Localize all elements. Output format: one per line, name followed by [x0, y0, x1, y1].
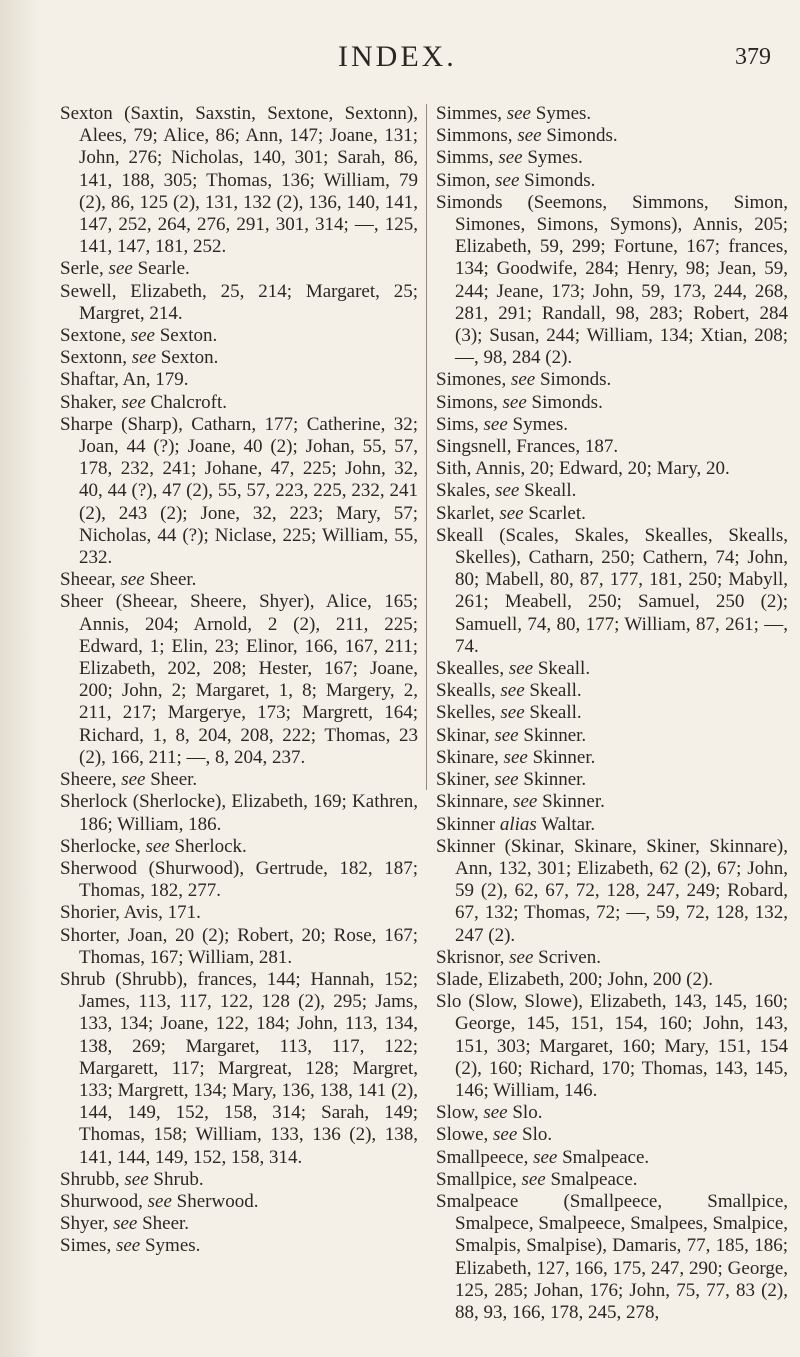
index-entry — [436, 525, 788, 658]
entry-heading: Sextonn, — [60, 347, 128, 369]
entry-heading: Smallpice, — [436, 1168, 517, 1190]
index-entry — [60, 347, 418, 369]
cross-reference-target: Skinner. — [523, 769, 587, 791]
page-header — [0, 40, 800, 80]
entry-heading: Skiner, — [436, 769, 490, 791]
index-entry — [436, 414, 788, 436]
cross-reference-target: Smalpeace. — [562, 1146, 650, 1168]
cross-reference-target: Searle. — [137, 258, 190, 280]
cross-reference-target: Simonds. — [546, 125, 618, 147]
cross-reference-target: Smalpeace. — [550, 1168, 638, 1190]
entry-heading: Skinnare, — [436, 791, 509, 813]
entry-heading: Simmes, — [436, 103, 502, 124]
cross-reference-target: Skinner. — [542, 791, 605, 813]
cross-reference-keyword: see — [147, 1190, 172, 1212]
cross-reference-target: Skeall. — [529, 702, 582, 724]
entry-heading: Slo (Slow, Slowe), Elizabeth, 143, 145, 160; George, 145, 151, 154, 160; John, 143, 151, 303; Margaret, 160; Mary, 151, 154 (2), 160; Richard, 170; Thomas, 143, 145, 146; William, 146. — [436, 991, 788, 1101]
index-entry — [436, 1102, 788, 1124]
index-entry — [60, 1169, 418, 1191]
entry-heading: Simonds (Seemons, Simmons, Simon, Simones, Simons, Symons), Annis, 205; Elizabeth, 59, 299; Fortune, 167; frances, 134; Goodwife, 284; Henry, 98; Jean, 59, 244; Jeane, 173; John, 59, 173, 244, 268, 281, 291; Randall, 98, 283; Robert, 284 (3); Susan, 244; William, 134; Xtian, 208; —, 98, 284 (2). — [436, 191, 788, 369]
entry-heading: Sheear, — [60, 569, 116, 591]
index-entry — [436, 458, 788, 480]
entry-heading: Skinare, — [436, 746, 499, 768]
cross-reference-keyword: see — [124, 1168, 149, 1190]
cross-reference-target: Chalcroft. — [150, 391, 228, 413]
entry-heading: Slowe, — [436, 1124, 489, 1146]
entry-heading: Skealles, — [436, 658, 505, 680]
index-entry — [60, 392, 418, 414]
index-entry — [436, 836, 788, 947]
cross-reference-target: Symes. — [144, 1235, 201, 1257]
index-entry — [436, 125, 788, 147]
index-entry — [60, 1191, 418, 1213]
entry-heading: Shaftar, An, 179. — [60, 369, 189, 391]
cross-reference-keyword: see — [113, 1213, 138, 1235]
entry-heading: Slade, Elizabeth, 200; John, 200 (2). — [436, 968, 714, 990]
entry-heading: Sherlock (Sherlocke), Elizabeth, 169; Kathren, 186; William, 186. — [60, 791, 418, 835]
index-entry — [436, 791, 788, 813]
index-entry — [60, 281, 418, 325]
entry-heading: Serle, — [60, 258, 104, 280]
entry-heading: Skinner (Skinar, Skinare, Skiner, Skinnare), Ann, 132, 301; Elizabeth, 62 (2), 67; John, 59 (2), 62, 67, 72, 128, 247, 249; Robard, 67, 132; Thomas, 72; —, 59, 72, 128, 132, 247 (2). — [436, 835, 788, 946]
entry-heading: Shorier, Avis, 171. — [60, 902, 201, 924]
index-entry — [436, 392, 788, 414]
cross-reference-keyword: see — [483, 1102, 508, 1124]
index-entry — [436, 480, 788, 502]
cross-reference-target: Skinner. — [523, 724, 587, 746]
cross-reference-keyword: see — [500, 702, 525, 724]
index-entry — [436, 947, 788, 969]
right-index-column — [436, 103, 788, 1324]
cross-reference-keyword: see — [495, 480, 520, 502]
cross-reference-keyword: see — [108, 258, 133, 280]
entry-heading: Simes, — [60, 1235, 112, 1257]
index-entry — [436, 170, 788, 192]
index-entry — [436, 680, 788, 702]
index-entry — [60, 969, 418, 1169]
index-entry — [436, 1191, 788, 1324]
cross-reference-keyword: see — [145, 835, 170, 857]
cross-reference-target: Shrub. — [153, 1168, 204, 1190]
entry-heading: Shrubb, — [60, 1168, 120, 1190]
entry-heading: Sextone, — [60, 325, 126, 347]
index-entry — [436, 369, 788, 391]
cross-reference-keyword: see — [517, 125, 542, 147]
cross-reference-keyword: see — [513, 791, 538, 813]
cross-reference-target: Simonds. — [524, 169, 596, 191]
index-entry — [436, 991, 788, 1102]
cross-reference-keyword: see — [509, 946, 534, 968]
entry-heading: Sherwood (Shurwood), Gertrude, 182, 187; Thomas, 182, 277. — [60, 857, 418, 902]
cross-reference-target: Sheer. — [142, 1213, 190, 1235]
entry-heading: Sherlocke, — [60, 835, 141, 857]
entry-heading: Shrub (Shrubb), frances, 144; Hannah, 152; James, 113, 117, 122, 128 (2), 295; Jams, 133, 134; Joane, 122, 184; John, 113, 134, 138, 269; Margaret, 113, 117, 122; Margarett, 117; Margreat, 128; Margret, 133; Margrett, 134; Mary, 136, 138, 141 (2), 144, 149, 152, 158, 314; Sarah, 149; Thomas, 158; William, 133, 136 (2), 138, 141, 144, 149, 152, 158, 314. — [60, 968, 418, 1168]
entry-heading: Skarlet, — [436, 502, 495, 524]
entry-heading: Sharpe (Sharp), Catharn, 177; Catherine, 32; Joan, 44 (?); Joane, 40 (2); Johan, 55, 57, 178, 232, 241; Johane, 47, 225; John, 32, 40, 44 (?), 47 (2), 55, 57, 223, 225, 232, 241 (2), 243 (2); Jone, 32, 223; Mary, 57; Nicholas, 44 (?); Niclase, 225; William, 55, 232. — [60, 413, 418, 569]
index-entry — [436, 725, 788, 747]
index-entry — [60, 1235, 418, 1257]
entry-heading: Skinner — [436, 813, 496, 835]
index-entry — [60, 569, 418, 591]
index-entry — [436, 658, 788, 680]
entry-heading: Shurwood, — [60, 1190, 143, 1212]
cross-reference-keyword: see — [131, 347, 157, 369]
cross-reference-keyword: alias — [499, 813, 537, 835]
entry-heading: Skinar, — [436, 724, 490, 746]
column-divider — [426, 104, 427, 790]
index-entry — [60, 1213, 418, 1235]
index-entry — [436, 1124, 788, 1146]
index-entry — [60, 103, 418, 258]
cross-reference-target: Sheer. — [150, 769, 198, 791]
index-entry — [436, 503, 788, 525]
cross-reference-target: Simonds. — [531, 391, 603, 413]
index-entry — [60, 858, 418, 902]
entry-heading: Skealls, — [436, 680, 496, 702]
index-entry — [60, 836, 418, 858]
index-entry — [436, 1169, 788, 1191]
entry-heading: Skeall (Scales, Skales, Skealles, Skealls, Skelles), Catharn, 250; Cathern, 74; John, 80; Mabell, 80, 87, 177, 181, 250; Mabyll, 261; Meabell, 250; Samuel, 250 (2); Samuell, 74, 80, 177; William, 87, 261; —, 74. — [436, 524, 788, 657]
cross-reference-keyword: see — [121, 769, 146, 791]
cross-reference-target: Symes. — [527, 147, 583, 169]
entry-heading: Simmons, — [436, 125, 513, 147]
index-entry — [436, 192, 788, 370]
cross-reference-keyword: see — [494, 724, 519, 746]
cross-reference-target: Simonds. — [539, 369, 612, 391]
entry-heading: Simms, — [436, 147, 494, 169]
entry-heading: Sheere, — [60, 769, 117, 791]
cross-reference-target: Skeall. — [529, 680, 582, 702]
index-entry — [436, 1147, 788, 1169]
cross-reference-keyword: see — [502, 391, 527, 413]
cross-reference-target: Sexton. — [160, 347, 219, 369]
cross-reference-keyword: see — [510, 369, 536, 391]
index-entry — [60, 591, 418, 769]
cross-reference-keyword: see — [495, 169, 520, 191]
cross-reference-keyword: see — [494, 769, 519, 791]
entry-heading: Shyer, — [60, 1213, 109, 1235]
page-gutter-shadow — [0, 0, 40, 1357]
entry-heading: Sith, Annis, 20; Edward, 20; Mary, 20. — [436, 458, 730, 480]
index-entry — [60, 325, 418, 347]
cross-reference-target: Skeall. — [524, 480, 577, 502]
index-entry — [436, 103, 788, 125]
cross-reference-keyword: see — [506, 103, 531, 124]
entry-heading: Shorter, Joan, 20 (2); Robert, 20; Rose, 167; Thomas, 167; William, 281. — [60, 924, 418, 968]
index-entry — [60, 414, 418, 569]
cross-reference-keyword: see — [500, 680, 525, 702]
cross-reference-keyword: see — [503, 746, 528, 768]
entry-heading: Singsnell, Frances, 187. — [436, 436, 619, 458]
index-entry — [60, 925, 418, 969]
cross-reference-keyword: see — [130, 325, 155, 347]
entry-heading: Slow, — [436, 1102, 479, 1124]
index-entry — [60, 369, 418, 391]
cross-reference-target: Slo. — [522, 1124, 553, 1146]
cross-reference-target: Waltar. — [541, 813, 596, 835]
index-entry — [436, 702, 788, 724]
left-index-column — [60, 103, 418, 1258]
cross-reference-target: Slo. — [512, 1102, 543, 1124]
index-entry — [60, 791, 418, 835]
entry-heading: Sims, — [436, 413, 479, 435]
entry-heading: Smalpeace (Smallpeece, Smallpice, Smalpece, Smalpeece, Smalpees, Smalpice, Smalpis, Smalpise), Damaris, 77, 185, 186; Elizabeth, 127, 166, 175, 247, 290; George, 125, 285; Johan, 176; John, 75, 77, 83 (2), 88, 93, 166, 178, 245, 278, — [436, 1190, 788, 1323]
entry-heading: Skelles, — [436, 702, 496, 724]
cross-reference-keyword: see — [115, 1235, 141, 1257]
cross-reference-keyword: see — [493, 1124, 518, 1146]
entry-heading: Skales, — [436, 480, 491, 502]
index-entry — [436, 436, 788, 458]
entry-heading: Sexton (Saxtin, Saxstin, Sextone, Sextonn), Alees, 79; Alice, 86; Ann, 147; Joane, 131; John, 276; Nicholas, 140, 301; Sarah, 86, 141, 188, 305; Thomas, 136; William, 79 (2), 86, 125 (2), 131, 132 (2), 136, 140, 141, 147, 252, 264, 276, 291, 301, 314; —, 125, 141, 147, 181, 252. — [60, 103, 418, 258]
cross-reference-target: Sexton. — [159, 325, 218, 347]
cross-reference-keyword: see — [498, 147, 523, 169]
cross-reference-target: Symes. — [535, 103, 592, 124]
cross-reference-keyword: see — [521, 1168, 546, 1190]
cross-reference-keyword: see — [121, 391, 146, 413]
index-entry — [436, 147, 788, 169]
entry-heading: Sheer (Sheear, Sheere, Shyer), Alice, 165; Annis, 204; Arnold, 2 (2), 211, 225; Edward, 1; Elin, 23; Elinor, 166, 167, 211; Elizabeth, 202, 208; Hester, 167; Joane, 200; John, 2; Margaret, 1, 8; Margery, 2, 211, 217; Margerye, 173; Margrett, 164; Richard, 1, 8, 204, 208, 222; Thomas, 23 (2), 166, 211; —, 8, 204, 237. — [60, 591, 418, 768]
cross-reference-target: Skinner. — [532, 746, 596, 768]
page-title: INDEX. — [338, 40, 457, 73]
cross-reference-target: Skeall. — [537, 658, 591, 680]
cross-reference-target: Sheer. — [149, 569, 197, 591]
index-entry — [436, 747, 788, 769]
index-entry — [436, 814, 788, 836]
cross-reference-keyword: see — [499, 502, 524, 524]
cross-reference-target: Sherlock. — [174, 835, 247, 857]
index-entry — [60, 902, 418, 924]
entry-heading: Shaker, — [60, 391, 117, 413]
page-number: 379 — [735, 44, 771, 70]
entry-heading: Simons, — [436, 391, 498, 413]
entry-heading: Simones, — [436, 369, 507, 391]
cross-reference-target: Symes. — [512, 413, 568, 435]
entry-heading: Smallpeece, — [436, 1146, 529, 1168]
cross-reference-keyword: see — [120, 569, 145, 591]
entry-heading: Skrisnor, — [436, 946, 505, 968]
cross-reference-keyword: see — [508, 658, 534, 680]
cross-reference-target: Scarlet. — [528, 502, 586, 524]
entry-heading: Sewell, Elizabeth, 25, 214; Margaret, 25; Margret, 214. — [60, 280, 418, 324]
index-entry — [60, 769, 418, 791]
index-entry — [60, 258, 418, 280]
index-entry — [436, 969, 788, 991]
cross-reference-target: Sherwood. — [176, 1190, 259, 1212]
cross-reference-keyword: see — [533, 1146, 558, 1168]
cross-reference-keyword: see — [483, 413, 508, 435]
cross-reference-target: Scriven. — [538, 946, 601, 968]
entry-heading: Simon, — [436, 169, 491, 191]
index-entry — [436, 769, 788, 791]
